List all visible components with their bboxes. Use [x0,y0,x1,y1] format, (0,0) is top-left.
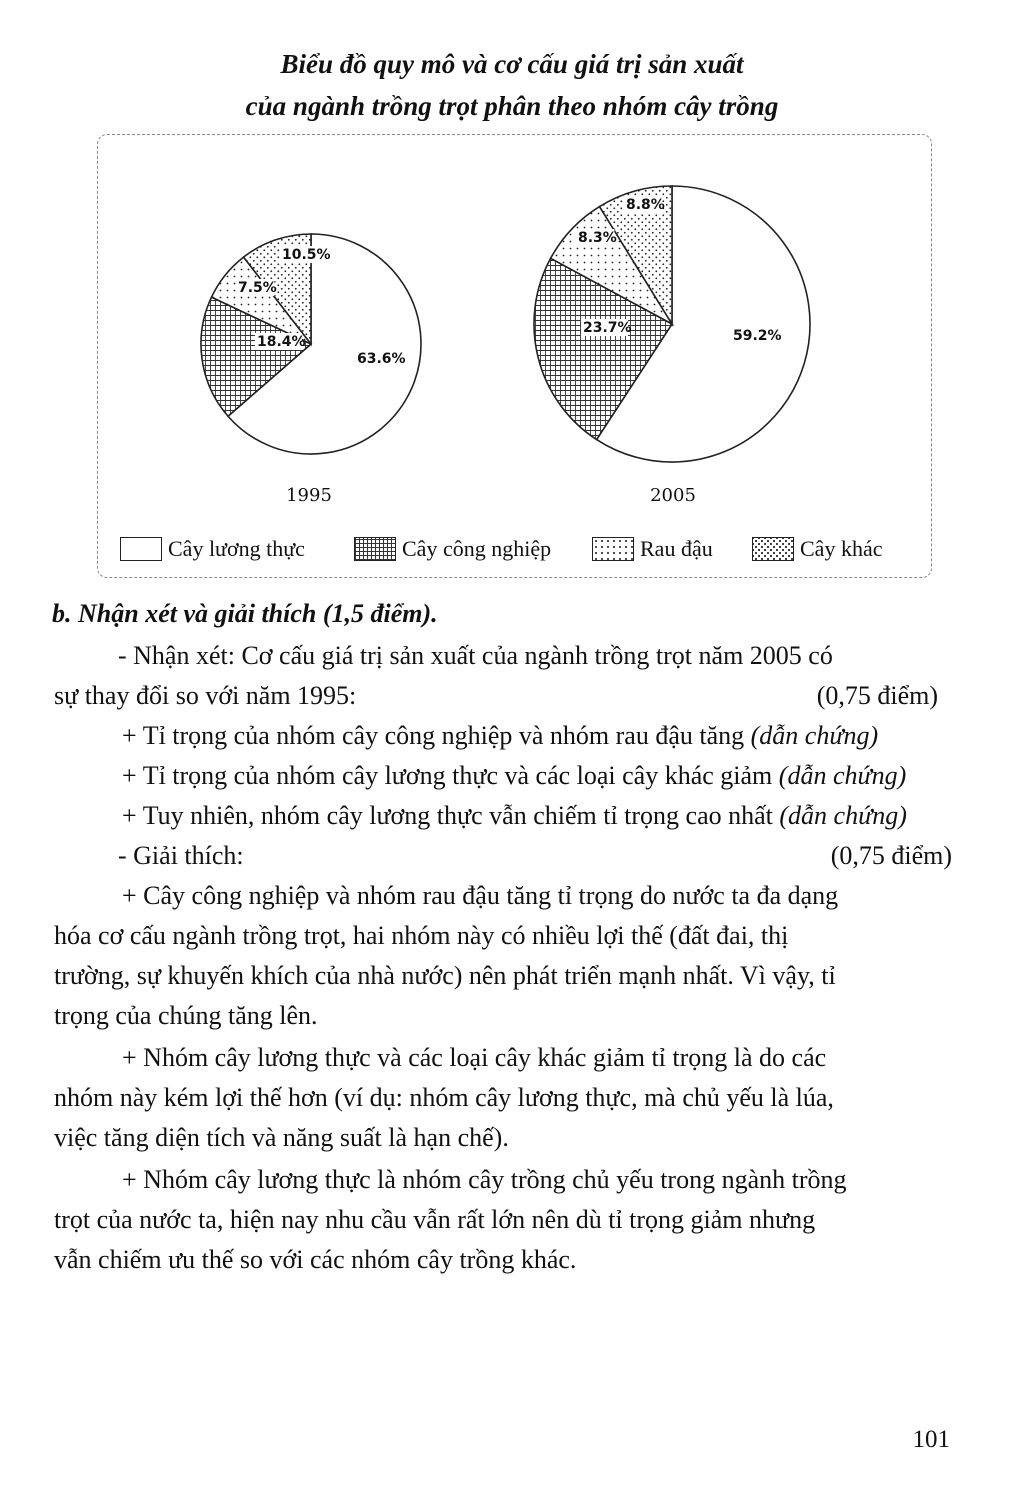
legend-item-cay-khac [752,532,882,566]
paragraph-2-line: + Nhóm cây lương thực và các loại cây khác giảm tỉ trọng là do các [122,1043,827,1072]
giai-thich-points: (0,75 điểm) [830,841,952,870]
bullet-3 [122,796,907,836]
bullet-1-evidence: (dẫn chứng) [750,721,879,750]
pie-1995 [201,234,421,454]
page-number: 101 [912,1426,950,1453]
bullet-2-evidence: (dẫn chứng) [778,761,907,790]
paragraph-3-line: vẫn chiếm ưu thế so với các nhóm cây trồng khác. [54,1245,577,1274]
bullet-1-text: + Tỉ trọng của nhóm cây công nghiệp và nhóm rau đậu tăng [122,721,751,750]
paragraph-3-line: + Nhóm cây lương thực là nhóm cây trồng chủ yếu trong ngành trồng [122,1165,847,1194]
bullet-3-text: + Tuy nhiên, nhóm cây lương thực vẫn chiếm tỉ trọng cao nhất [122,801,780,830]
pie-value-label-2005-cay-luong-thuc: 59.2% [733,328,782,344]
legend-label-cay-luong-thuc: Cây lương thực [168,536,305,561]
paragraph-2-line: nhóm này kém lợi thế hơn (ví dụ: nhóm cây lương thực, mà chủ yếu là lúa, [54,1083,834,1112]
section-b-heading: b. Nhận xét và giải thích (1,5 điểm). [52,599,438,628]
bullet-2-text: + Tỉ trọng của nhóm cây lương thực và các loại cây khác giảm [122,761,779,790]
nhan-xet-intro: - Nhận xét: Cơ cấu giá trị sản xuất của ngành trồng trọt năm 2005 có [118,641,833,670]
pie-value-label-1995-rau-dau: 7.5% [238,280,277,296]
chart-title-line-2: của ngành trồng trọt phân theo nhóm cây trồng [245,91,779,121]
bullet-1 [122,716,878,756]
bullet-2 [122,756,906,796]
bullet-3-evidence: (dẫn chứng) [779,801,907,830]
legend-item-cay-cong-nghiep [354,532,551,566]
paragraph-1-line: trường, sự khuyến khích của nhà nước) nên phát triển mạnh nhất. Vì vậy, tỉ [54,961,836,990]
legend-swatch-cay-khac [752,537,794,561]
paragraph-2-line: việc tăng diện tích và năng suất là hạn chế). [54,1123,509,1152]
chart-title-line-1: Biểu đồ quy mô và cơ cấu giá trị sản xuất [280,49,744,79]
pie-value-label-2005-cay-khac: 8.8% [626,197,665,213]
legend-label-rau-dau: Rau đậu [640,536,713,561]
legend-swatch-cay-cong-nghiep [354,537,396,561]
legend-swatch-cay-luong-thuc [120,537,162,561]
paragraph-3-line: trọt của nước ta, hiện nay nhu cầu vẫn rất lớn nên dù tỉ trọng giảm nhưng [54,1205,816,1234]
pie-label-2005: 2005 [650,485,696,506]
pie-value-label-1995-cay-cong-nghiep: 18.4% [257,334,306,350]
pie-value-label-1995-cay-khac: 10.5% [282,247,331,263]
pie-2005 [534,186,810,462]
pie-value-label-1995-cay-luong-thuc: 63.6% [357,351,406,367]
legend-label-cay-khac: Cây khác [800,536,883,561]
paragraph-1-line: trọng của chúng tăng lên. [54,1001,318,1030]
pie-value-label-2005-rau-dau: 8.3% [578,230,617,246]
paragraph-1-line: hóa cơ cấu ngành trồng trọt, hai nhóm này có nhiều lợi thế (đất đai, thị [54,921,789,950]
giai-thich-label: - Giải thích: [118,841,244,870]
paragraph-1-line: + Cây công nghiệp và nhóm rau đậu tăng tỉ trọng do nước ta đa dạng [122,881,839,910]
pie-value-label-2005-cay-cong-nghiep: 23.7% [583,320,632,336]
nhan-xet-points: (0,75 điểm) [816,681,938,710]
pie-charts [0,0,1024,600]
legend-item-rau-dau [592,532,713,566]
nhan-xet-intro-2: sự thay đổi so với năm 1995: [54,681,357,710]
pie-label-1995: 1995 [286,485,332,506]
legend-item-cay-luong-thuc [120,532,305,566]
legend-swatch-rau-dau [592,537,634,561]
legend-label-cay-cong-nghiep: Cây công nghiệp [402,536,552,561]
